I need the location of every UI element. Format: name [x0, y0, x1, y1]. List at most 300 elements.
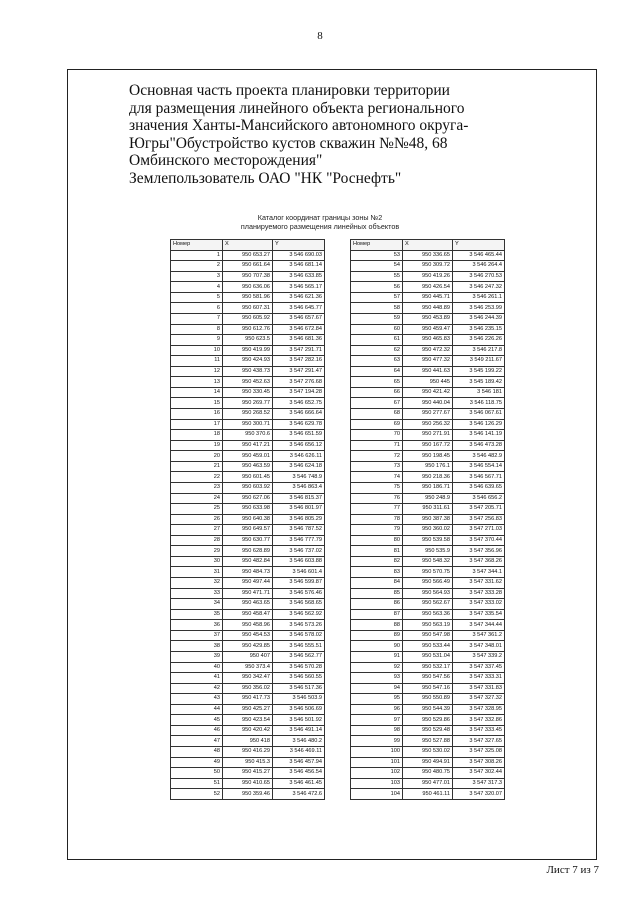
cell-number: 83 — [351, 567, 403, 578]
cell-x: 950 424.93 — [223, 356, 273, 367]
table-row — [351, 620, 505, 631]
cell-number: 101 — [351, 757, 403, 768]
cell-y: 3 546 560.55 — [273, 673, 325, 684]
cell-x: 950 419.26 — [403, 271, 453, 282]
table-row — [351, 356, 505, 367]
cell-x: 950 370.6 — [223, 430, 273, 441]
table-row — [171, 377, 325, 388]
cell-x: 950 482.84 — [223, 556, 273, 567]
cell-x: 950 640.38 — [223, 514, 273, 525]
cell-y: 3 547 333.02 — [453, 599, 505, 610]
table-row — [171, 725, 325, 736]
cell-y: 3 547 325.08 — [453, 747, 505, 758]
table-row — [171, 461, 325, 472]
cell-x: 950 186.71 — [403, 482, 453, 493]
cell-x: 950 581.96 — [223, 292, 273, 303]
cell-x: 950 359.46 — [223, 789, 273, 800]
cell-x: 950 429.85 — [223, 641, 273, 652]
cell-number: 98 — [351, 725, 403, 736]
cell-x: 950 330.45 — [223, 387, 273, 398]
cell-x: 950 269.77 — [223, 398, 273, 409]
cell-x: 950 465.83 — [403, 335, 453, 346]
cell-y: 3 546 562.92 — [273, 609, 325, 620]
cell-number: 104 — [351, 789, 403, 800]
cell-number: 4 — [171, 282, 223, 293]
cell-x: 950 630.77 — [223, 535, 273, 546]
cell-y: 3 546 645.77 — [273, 303, 325, 314]
cell-number: 64 — [351, 366, 403, 377]
cell-number: 30 — [171, 556, 223, 567]
cell-x: 950 423.54 — [223, 715, 273, 726]
table-row — [351, 673, 505, 684]
sheet-counter: Лист 7 из 7 — [546, 864, 599, 876]
cell-x: 950 458.47 — [223, 609, 273, 620]
table-row — [351, 461, 505, 472]
cell-x: 950 453.89 — [403, 313, 453, 324]
table-row — [171, 356, 325, 367]
cell-number: 88 — [351, 620, 403, 631]
table-row — [171, 662, 325, 673]
cell-x: 950 425.27 — [223, 704, 273, 715]
cell-number: 76 — [351, 493, 403, 504]
cell-y: 3 547 333.28 — [453, 588, 505, 599]
cell-x: 950 484.73 — [223, 567, 273, 578]
cell-x: 950 628.89 — [223, 546, 273, 557]
cell-number: 9 — [171, 335, 223, 346]
cell-number: 99 — [351, 736, 403, 747]
cell-y: 3 546 737.02 — [273, 546, 325, 557]
cell-number: 50 — [171, 768, 223, 779]
cell-number: 85 — [351, 588, 403, 599]
cell-y: 3 546 461.45 — [273, 778, 325, 789]
cell-x: 950 612.76 — [223, 324, 273, 335]
cell-y: 3 547 194.28 — [273, 387, 325, 398]
table-row — [351, 303, 505, 314]
table-row — [171, 335, 325, 346]
cell-number: 69 — [351, 419, 403, 430]
table-row — [171, 271, 325, 282]
cell-x: 950 271.91 — [403, 430, 453, 441]
cell-y: 3 546 651.59 — [273, 430, 325, 441]
cell-number: 39 — [171, 651, 223, 662]
cell-x: 950 336.65 — [403, 250, 453, 261]
cell-number: 77 — [351, 504, 403, 515]
cell-number: 87 — [351, 609, 403, 620]
cell-number: 79 — [351, 525, 403, 536]
cell-number: 70 — [351, 430, 403, 441]
document-frame — [67, 69, 597, 860]
cell-number: 3 — [171, 271, 223, 282]
table-row — [171, 599, 325, 610]
cell-number: 60 — [351, 324, 403, 335]
cell-number: 26 — [171, 514, 223, 525]
cell-y: 3 546 491.14 — [273, 725, 325, 736]
cell-y: 3 546 603.88 — [273, 556, 325, 567]
cell-number: 19 — [171, 440, 223, 451]
cell-number: 25 — [171, 504, 223, 515]
cell-number: 53 — [351, 250, 403, 261]
cell-number: 67 — [351, 398, 403, 409]
cell-y: 3 546 501.92 — [273, 715, 325, 726]
cell-number: 81 — [351, 546, 403, 557]
table-row — [351, 514, 505, 525]
cell-y: 3 547 337.45 — [453, 662, 505, 673]
cell-y: 3 549 211.67 — [453, 356, 505, 367]
cell-y: 3 546 601.4 — [273, 567, 325, 578]
table-row — [171, 630, 325, 641]
cell-x: 950 564.93 — [403, 588, 453, 599]
table-row — [351, 725, 505, 736]
cell-x: 950 418 — [223, 736, 273, 747]
cell-number: 103 — [351, 778, 403, 789]
table-row — [351, 747, 505, 758]
cell-x: 950 627.06 — [223, 493, 273, 504]
table-row — [171, 778, 325, 789]
cell-x: 950 566.49 — [403, 578, 453, 589]
cell-y: 3 547 339.2 — [453, 651, 505, 662]
cell-number: 94 — [351, 683, 403, 694]
cell-y: 3 546 562.77 — [273, 651, 325, 662]
table-row — [171, 366, 325, 377]
cell-x: 950 198.45 — [403, 451, 453, 462]
table-row — [351, 704, 505, 715]
cell-number: 15 — [171, 398, 223, 409]
table-row — [351, 261, 505, 272]
cell-y: 3 546 456.54 — [273, 768, 325, 779]
cell-x: 950 410.65 — [223, 778, 273, 789]
cell-y: 3 546 473.28 — [453, 440, 505, 451]
cell-x: 950 438.73 — [223, 366, 273, 377]
column-header-number: Номер — [171, 240, 223, 251]
cell-x: 950 477.32 — [403, 356, 453, 367]
cell-x: 950 441.63 — [403, 366, 453, 377]
table-row — [171, 673, 325, 684]
table-row — [351, 694, 505, 705]
cell-x: 950 407 — [223, 651, 273, 662]
cell-number: 20 — [171, 451, 223, 462]
cell-number: 55 — [351, 271, 403, 282]
cell-y: 3 547 205.71 — [453, 504, 505, 515]
cell-x: 950 547.98 — [403, 630, 453, 641]
table-row — [171, 472, 325, 483]
caption-line: Каталог координат границы зоны №2 — [257, 213, 383, 222]
cell-x: 950 607.31 — [223, 303, 273, 314]
cell-number: 22 — [171, 472, 223, 483]
cell-x: 950 472.32 — [403, 345, 453, 356]
table-row — [171, 504, 325, 515]
cell-x: 950 497.44 — [223, 578, 273, 589]
cell-x: 950 342.47 — [223, 673, 273, 684]
table-row — [171, 430, 325, 441]
table-row — [171, 324, 325, 335]
cell-x: 950 311.61 — [403, 504, 453, 515]
cell-y: 3 547 333.31 — [453, 673, 505, 684]
cell-x: 950 415.3 — [223, 757, 273, 768]
table-row — [171, 757, 325, 768]
cell-x: 950 440.04 — [403, 398, 453, 409]
cell-x: 950 563.19 — [403, 620, 453, 631]
cell-number: 93 — [351, 673, 403, 684]
cell-number: 95 — [351, 694, 403, 705]
cell-number: 17 — [171, 419, 223, 430]
cell-x: 950 360.02 — [403, 525, 453, 536]
cell-y: 3 546 787.52 — [273, 525, 325, 536]
cell-y: 3 546 657.67 — [273, 313, 325, 324]
cell-x: 950 563.36 — [403, 609, 453, 620]
table-row — [171, 715, 325, 726]
table-row — [171, 535, 325, 546]
table-row — [351, 599, 505, 610]
cell-y: 3 545 199.22 — [453, 366, 505, 377]
cell-y: 3 547 256.83 — [453, 514, 505, 525]
cell-y: 3 547 361.2 — [453, 630, 505, 641]
heading-line: Югры"Обустройство кустов скважин №№48, 68 — [129, 134, 448, 152]
cell-number: 24 — [171, 493, 223, 504]
cell-y: 3 546 578.02 — [273, 630, 325, 641]
cell-number: 38 — [171, 641, 223, 652]
table-row — [171, 651, 325, 662]
cell-y: 3 547 308.26 — [453, 757, 505, 768]
table-row — [351, 567, 505, 578]
cell-y: 3 546 253.99 — [453, 303, 505, 314]
document-heading — [129, 82, 569, 187]
table-row — [351, 556, 505, 567]
table-row — [171, 409, 325, 420]
table-row — [171, 525, 325, 536]
cell-y: 3 546 217.8 — [453, 345, 505, 356]
table-row — [171, 620, 325, 631]
cell-number: 91 — [351, 651, 403, 662]
cell-y: 3 546 517.36 — [273, 683, 325, 694]
cell-y: 3 547 327.65 — [453, 736, 505, 747]
cell-y: 3 547 328.95 — [453, 704, 505, 715]
cell-x: 950 544.39 — [403, 704, 453, 715]
table-row — [171, 419, 325, 430]
table-row — [351, 313, 505, 324]
cell-x: 950 707.38 — [223, 271, 273, 282]
cell-y: 3 547 271.03 — [453, 525, 505, 536]
cell-y: 3 546 570.28 — [273, 662, 325, 673]
cell-number: 2 — [171, 261, 223, 272]
cell-y: 3 546 126.29 — [453, 419, 505, 430]
table-row — [351, 768, 505, 779]
cell-x: 950 531.04 — [403, 651, 453, 662]
cell-y: 3 546 118.75 — [453, 398, 505, 409]
cell-y: 3 546 629.78 — [273, 419, 325, 430]
table-row — [351, 472, 505, 483]
cell-number: 72 — [351, 451, 403, 462]
cell-x: 950 176.1 — [403, 461, 453, 472]
cell-y: 3 546 626.11 — [273, 451, 325, 462]
column-header-y: Y — [453, 240, 505, 251]
cell-y: 3 546 506.69 — [273, 704, 325, 715]
cell-x: 950 533.44 — [403, 641, 453, 652]
cell-number: 1 — [171, 250, 223, 261]
table-row — [171, 578, 325, 589]
cell-y: 3 546 656.2 — [453, 493, 505, 504]
cell-y: 3 547 320.07 — [453, 789, 505, 800]
cell-x: 950 459.47 — [403, 324, 453, 335]
table-row — [351, 409, 505, 420]
table-row — [171, 313, 325, 324]
cell-y: 3 547 317.3 — [453, 778, 505, 789]
table-row — [171, 493, 325, 504]
table-row — [351, 683, 505, 694]
caption-line: планируемого размещения линейных объектов — [240, 221, 400, 231]
table-row — [351, 578, 505, 589]
cell-x: 950 633.98 — [223, 504, 273, 515]
cell-x: 950 547.16 — [403, 683, 453, 694]
cell-number: 84 — [351, 578, 403, 589]
cell-y: 3 546 681.14 — [273, 261, 325, 272]
cell-y: 3 546 247.32 — [453, 282, 505, 293]
cell-y: 3 546 666.64 — [273, 409, 325, 420]
table-row — [351, 377, 505, 388]
cell-number: 27 — [171, 525, 223, 536]
cell-x: 950 463.65 — [223, 599, 273, 610]
cell-x: 950 636.06 — [223, 282, 273, 293]
cell-number: 32 — [171, 578, 223, 589]
cell-y: 3 547 291.47 — [273, 366, 325, 377]
cell-y: 3 547 344.1 — [453, 567, 505, 578]
table-row — [171, 261, 325, 272]
table-row — [351, 345, 505, 356]
cell-number: 56 — [351, 282, 403, 293]
cell-x: 950 445 — [403, 377, 453, 388]
table-row — [351, 651, 505, 662]
cell-y: 3 546 805.29 — [273, 514, 325, 525]
cell-y: 3 547 327.32 — [453, 694, 505, 705]
cell-x: 950 532.17 — [403, 662, 453, 673]
cell-number: 51 — [171, 778, 223, 789]
cell-number: 49 — [171, 757, 223, 768]
cell-y: 3 546 472.6 — [273, 789, 325, 800]
cell-y: 3 547 331.62 — [453, 578, 505, 589]
table-row — [351, 535, 505, 546]
cell-number: 34 — [171, 599, 223, 610]
table-row — [171, 567, 325, 578]
cell-y: 3 546 815.37 — [273, 493, 325, 504]
coordinates-table-left — [170, 239, 325, 800]
cell-y: 3 546 748.9 — [273, 472, 325, 483]
cell-number: 59 — [351, 313, 403, 324]
cell-number: 36 — [171, 620, 223, 631]
cell-x: 950 300.71 — [223, 419, 273, 430]
cell-y: 3 546 244.39 — [453, 313, 505, 324]
cell-number: 18 — [171, 430, 223, 441]
cell-number: 46 — [171, 725, 223, 736]
cell-x: 950 548.32 — [403, 556, 453, 567]
cell-x: 950 417.21 — [223, 440, 273, 451]
table-row — [171, 556, 325, 567]
table-row — [171, 482, 325, 493]
cell-x: 950 480.75 — [403, 768, 453, 779]
cell-number: 21 — [171, 461, 223, 472]
cell-x: 950 550.89 — [403, 694, 453, 705]
cell-y: 3 546 235.15 — [453, 324, 505, 335]
cell-y: 3 546 777.79 — [273, 535, 325, 546]
cell-x: 950 463.59 — [223, 461, 273, 472]
cell-number: 61 — [351, 335, 403, 346]
cell-number: 43 — [171, 694, 223, 705]
cell-y: 3 546 681.36 — [273, 335, 325, 346]
cell-y: 3 546 652.75 — [273, 398, 325, 409]
cell-number: 89 — [351, 630, 403, 641]
table-row — [351, 292, 505, 303]
cell-number: 74 — [351, 472, 403, 483]
heading-line: значения Ханты-Мансийского автономного округа- — [129, 117, 469, 134]
cell-number: 10 — [171, 345, 223, 356]
table-row — [171, 641, 325, 652]
cell-y: 3 547 344.44 — [453, 620, 505, 631]
cell-x: 950 416.29 — [223, 747, 273, 758]
cell-number: 102 — [351, 768, 403, 779]
cell-y: 3 547 332.86 — [453, 715, 505, 726]
cell-x: 950 530.02 — [403, 747, 453, 758]
cell-x: 950 420.42 — [223, 725, 273, 736]
cell-number: 42 — [171, 683, 223, 694]
cell-number: 90 — [351, 641, 403, 652]
cell-number: 14 — [171, 387, 223, 398]
table-row — [171, 747, 325, 758]
cell-number: 65 — [351, 377, 403, 388]
heading-line: для размещения линейного объекта регионального — [129, 99, 465, 117]
cell-number: 54 — [351, 261, 403, 272]
cell-x: 950 535.9 — [403, 546, 453, 557]
table-row — [171, 609, 325, 620]
cell-number: 40 — [171, 662, 223, 673]
cell-x: 950 623.5 — [223, 335, 273, 346]
cell-x: 950 452.63 — [223, 377, 273, 388]
column-header-x: X — [403, 240, 453, 251]
table-row — [351, 366, 505, 377]
table-row — [351, 778, 505, 789]
cell-x: 950 277.67 — [403, 409, 453, 420]
cell-number: 12 — [171, 366, 223, 377]
cell-number: 11 — [171, 356, 223, 367]
cell-y: 3 546 576.46 — [273, 588, 325, 599]
cell-number: 29 — [171, 546, 223, 557]
heading-line: Омбинского месторождения" — [129, 152, 323, 169]
cell-y: 3 546 181 — [453, 387, 505, 398]
table-caption — [170, 214, 470, 231]
table-row — [171, 789, 325, 800]
table-row — [171, 694, 325, 705]
cell-y: 3 546 226.26 — [453, 335, 505, 346]
table-row — [351, 789, 505, 800]
table-row — [171, 282, 325, 293]
cell-number: 97 — [351, 715, 403, 726]
table-row — [171, 704, 325, 715]
cell-number: 8 — [171, 324, 223, 335]
cell-x: 950 417.73 — [223, 694, 273, 705]
cell-y: 3 545 189.42 — [453, 377, 505, 388]
table-row — [351, 630, 505, 641]
cell-x: 950 419.99 — [223, 345, 273, 356]
table-row — [351, 736, 505, 747]
table-row — [351, 324, 505, 335]
cell-number: 80 — [351, 535, 403, 546]
cell-number: 33 — [171, 588, 223, 599]
cell-number: 73 — [351, 461, 403, 472]
cell-number: 13 — [171, 377, 223, 388]
table-row — [351, 440, 505, 451]
cell-y: 3 547 331.83 — [453, 683, 505, 694]
cell-y: 3 547 348.01 — [453, 641, 505, 652]
cell-y: 3 546 480.2 — [273, 736, 325, 747]
cell-y: 3 546 633.85 — [273, 271, 325, 282]
cell-x: 950 649.57 — [223, 525, 273, 536]
